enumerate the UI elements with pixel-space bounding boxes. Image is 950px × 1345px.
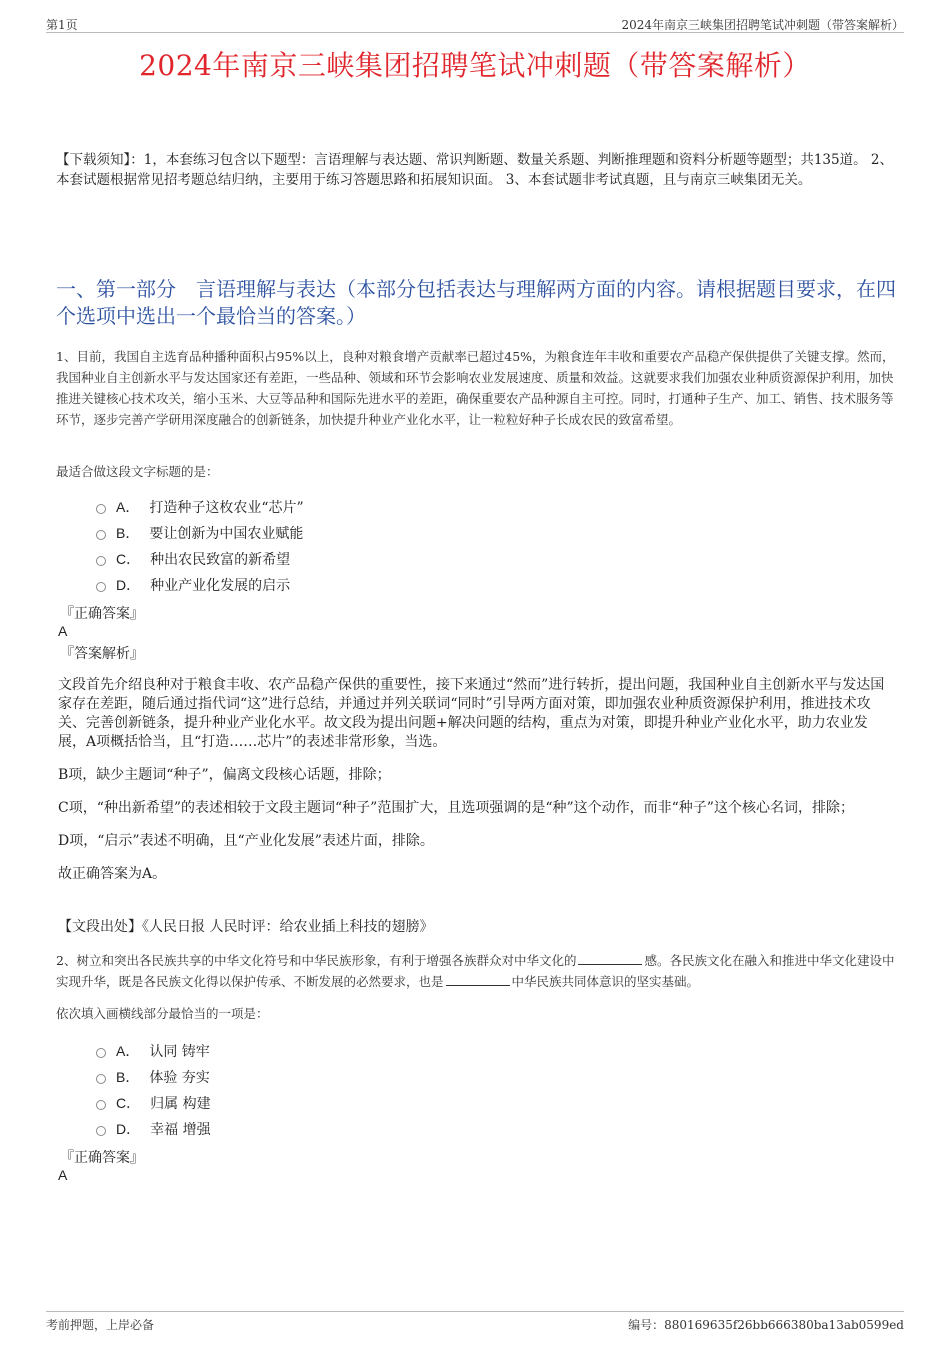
- analysis-paragraph: 故正确答案为A。: [58, 866, 167, 882]
- question-1-analysis-label: 『答案解析』: [60, 646, 144, 662]
- question-2-options: [96, 1038, 211, 1142]
- question-2-option-b[interactable]: B． 体验 夯实: [96, 1064, 211, 1090]
- page-footer: [46, 1311, 904, 1334]
- question-2-text: 2、树立和突出各民族共享的中华文化符号和中华民族形象，有利于增强各族群众对中华文化的 感。各民族文化在融入和推进中华文化建设中实现升华，既是各民族文化得以保护传承、不断发展的必然要求，也是 中华民族共同体意识的坚实基础。: [56, 953, 895, 989]
- fill-blank: [446, 973, 510, 986]
- footer-serial: 编号：880169635f26bb666380ba13ab0599ed: [628, 1318, 904, 1332]
- question-1-answer: A: [58, 623, 68, 639]
- analysis-paragraph: C项，“种出新希望”的表述相较于文段主题词“种子”范围扩大，且选项强调的是“种”这个动作，而非“种子”这个核心名词，排除；: [58, 800, 854, 816]
- analysis-paragraph: B项，缺少主题词“种子”，偏离文段核心话题，排除；: [58, 767, 391, 783]
- radio-icon[interactable]: [96, 1126, 106, 1136]
- question-2-answer: A: [58, 1167, 68, 1183]
- question-1-analysis: [58, 676, 888, 898]
- download-notice: 【下载须知】：1，本套练习包含以下题型：言语理解与表达题、常识判断题、数量关系题、判断推理题和资料分析题等题型；共135道。 2、本套试题根据常见招考题总结归纳，主要用于练习答题思路和拓展知识面。 3、本套试题非考试真题，且与南京三峡集团无关。: [56, 152, 893, 188]
- question-1-option-c[interactable]: C． 种出农民致富的新希望: [96, 546, 304, 572]
- question-1-option-a[interactable]: A． 打造种子这枚农业“芯片”: [96, 494, 304, 520]
- analysis-paragraph: D项，“启示”表述不明确，且“产业化发展”表述片面，排除。: [58, 833, 434, 849]
- radio-icon[interactable]: [96, 530, 106, 540]
- question-2-option-d[interactable]: D． 幸福 增强: [96, 1116, 211, 1142]
- question-1-answer-label: 『正确答案』: [60, 606, 144, 622]
- page-number: 第1页: [46, 18, 78, 32]
- radio-icon[interactable]: [96, 582, 106, 592]
- question-2-option-a[interactable]: A． 认同 铸牢: [96, 1038, 211, 1064]
- page-header: [46, 14, 904, 33]
- radio-icon[interactable]: [96, 1048, 106, 1058]
- question-1-source: 【文段出处】《人民日报 人民时评：给农业插上科技的翅膀》: [58, 919, 434, 935]
- analysis-paragraph: 文段首先介绍良种对于粮食丰收、农产品稳产保供的重要性，接下来通过“然而”进行转折，提出问题，我国种业自主创新水平与发达国家存在差距，随后通过指代词“这”进行总结，并通过并列关联词“同时”引导两方面对策，即加强农业种质资源保护利用，推进技术攻关、完善创新链条，提升种业产业化水平。故文段为提出问题+解决问题的结构，重点为对策，即提升种业产业化水平，助力农业发展，A项概括恰当，且“打造……芯片”的表述非常形象，当选。: [58, 677, 885, 750]
- question-1-options: [96, 494, 304, 598]
- question-1-prompt: 最适合做这段文字标题的是：: [56, 464, 219, 479]
- question-1-text: 1、目前，我国自主选育品种播种面积占95%以上，良种对粮食增产贡献率已超过45%，为粮食连年丰收和重要农产品稳产保供提供了关键支撑。然而，我国种业自主创新水平与发达国家还有差距，一些品种、领域和环节会影响农业发展速度、质量和效益。这就要求我们加强农业种质资源保护利用，加快推进关键核心技术攻关，缩小玉米、大豆等品种和国际先进水平的差距，确保重要农产品种源自主可控。同时，打通种子生产、加工、销售、技术服务等环节，逐步完善产学研用深度融合的创新链条，加快提升种业产业化水平，让一粒粒好种子长成农民的致富希望。: [56, 349, 895, 427]
- section-heading: 一、第一部分 言语理解与表达（本部分包括表达与理解两方面的内容。请根据题目要求，在四个选项中选出一个最恰当的答案。）: [56, 277, 896, 328]
- question-2-prompt: 依次填入画横线部分最恰当的一项是：: [56, 1006, 269, 1021]
- fill-blank: [578, 952, 642, 965]
- radio-icon[interactable]: [96, 504, 106, 514]
- radio-icon[interactable]: [96, 1100, 106, 1110]
- question-2-option-c[interactable]: C． 归属 构建: [96, 1090, 211, 1116]
- radio-icon[interactable]: [96, 556, 106, 566]
- question-2-answer-label: 『正确答案』: [60, 1150, 144, 1166]
- header-doc-title: 2024年南京三峡集团招聘笔试冲刺题（带答案解析）: [621, 18, 904, 32]
- question-1-option-d[interactable]: D． 种业产业化发展的启示: [96, 572, 304, 598]
- document-title: 2024年南京三峡集团招聘笔试冲刺题（带答案解析）: [139, 49, 811, 82]
- radio-icon[interactable]: [96, 1074, 106, 1084]
- footer-slogan: 考前押题，上岸必备: [46, 1318, 155, 1332]
- question-1-option-b[interactable]: B． 要让创新为中国农业赋能: [96, 520, 304, 546]
